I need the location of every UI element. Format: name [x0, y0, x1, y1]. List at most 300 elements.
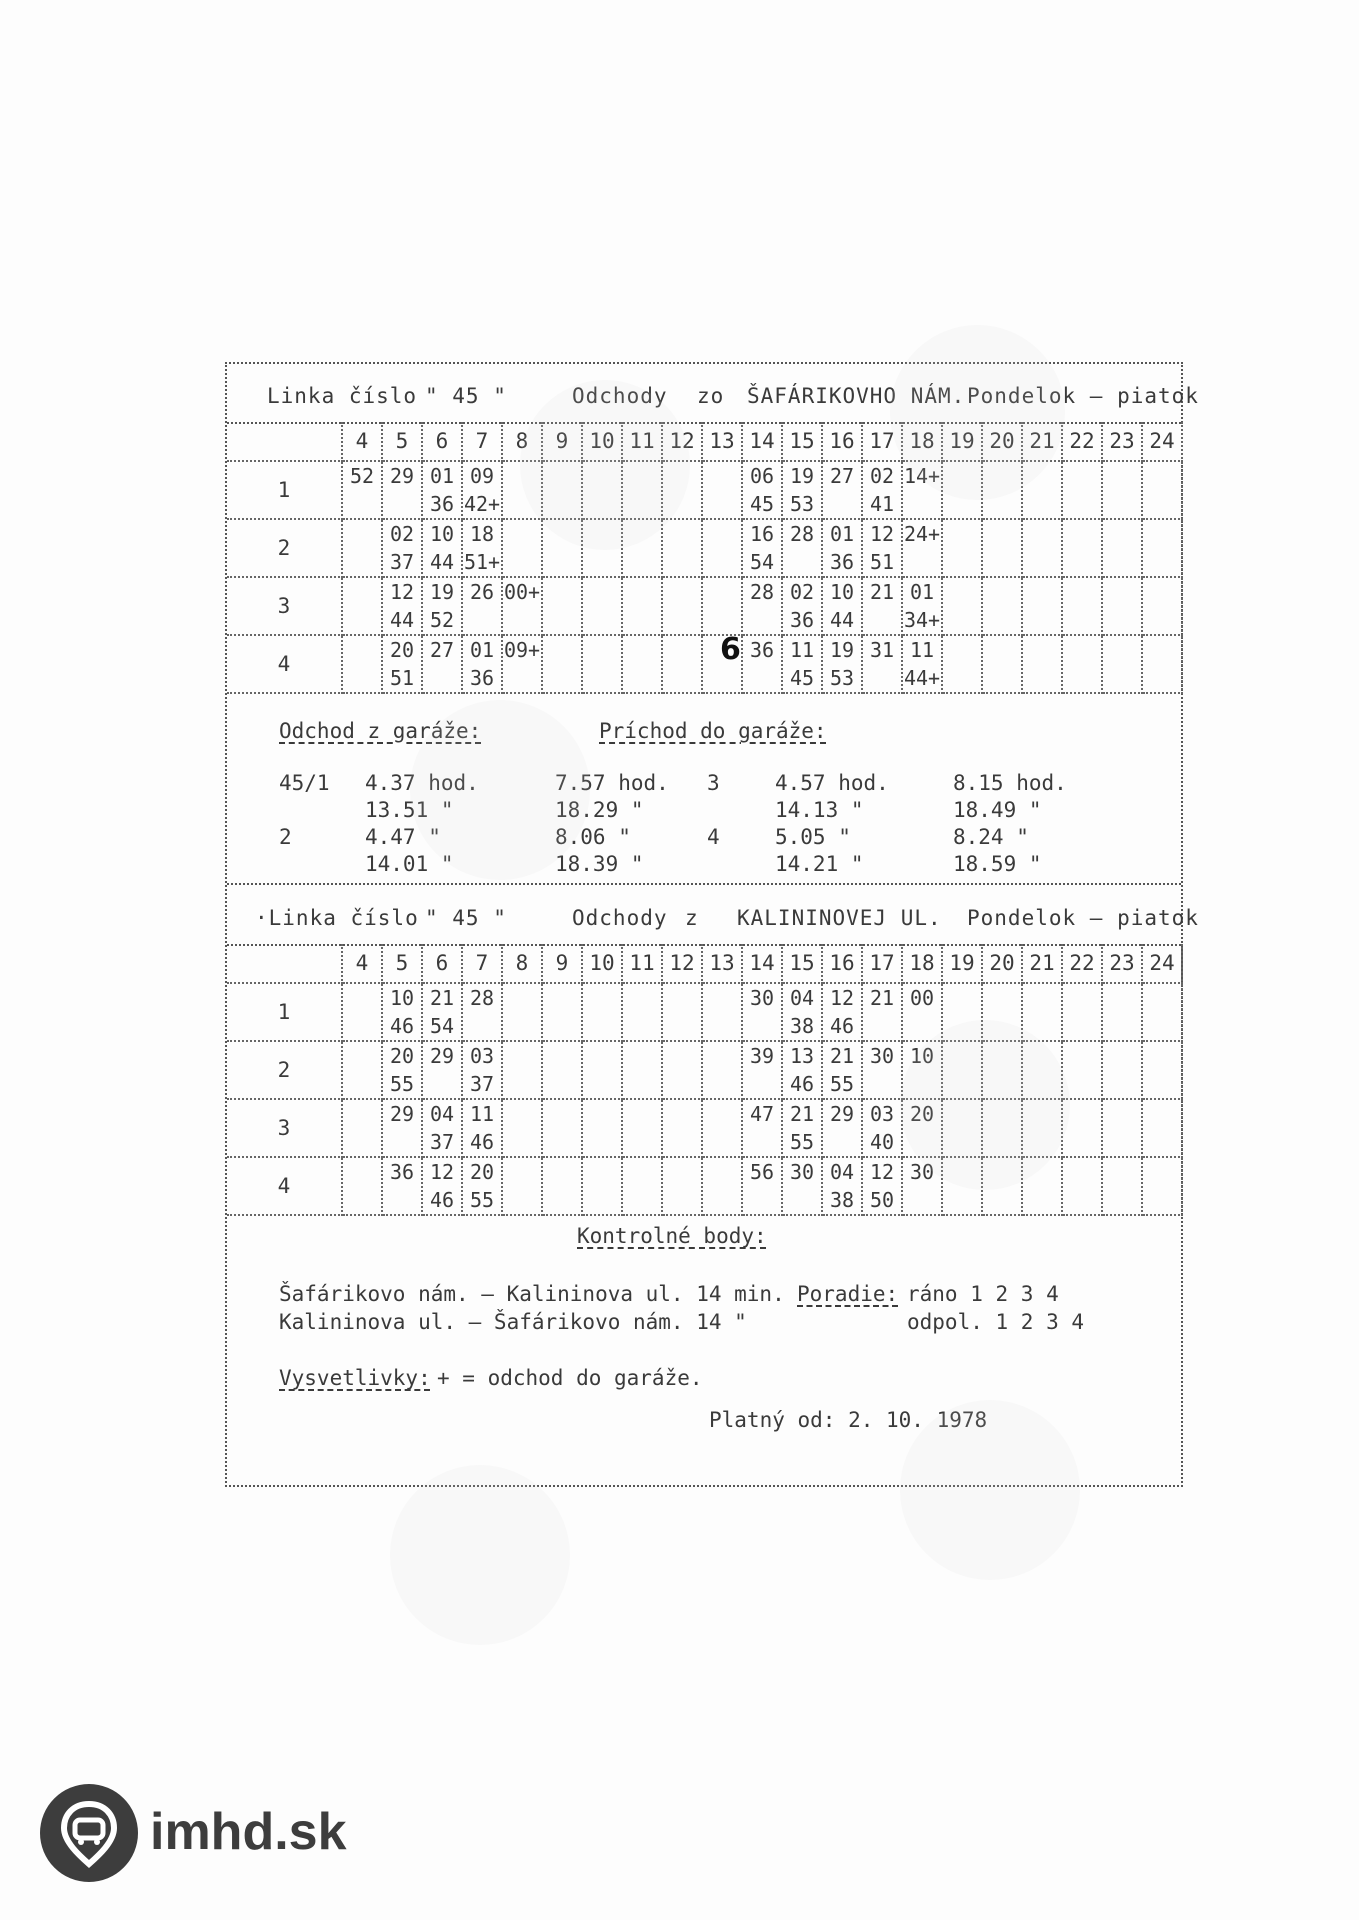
minute-cell	[662, 519, 702, 577]
minute-top	[1103, 578, 1141, 606]
hour-header: 10	[582, 422, 622, 461]
minute-top	[543, 1100, 581, 1128]
order-label: 2	[227, 1041, 342, 1099]
minute-top: 11	[909, 638, 935, 662]
hour-header: 13	[702, 422, 742, 461]
minute-bottom	[703, 490, 741, 518]
minute-bottom: 36	[829, 550, 855, 574]
minute-cell	[502, 577, 542, 635]
minute-bottom: 50	[869, 1188, 895, 1212]
minute-cell	[462, 1157, 502, 1215]
minute-top: 01	[429, 464, 455, 488]
minute-bottom	[1063, 1128, 1101, 1156]
minute-cell	[622, 1157, 662, 1215]
minute-top	[583, 578, 621, 606]
minute-top: 12	[429, 1160, 455, 1184]
minute-bottom	[863, 1012, 901, 1040]
minute-top	[1023, 636, 1061, 664]
minute-bottom	[423, 664, 461, 692]
minute-top	[1023, 520, 1061, 548]
minute-top: 30	[869, 1044, 895, 1068]
minute-cell	[542, 1099, 582, 1157]
minute-top	[343, 984, 381, 1012]
legend-label: Vysvetlivky:	[279, 1366, 431, 1390]
minute-bottom	[543, 1186, 581, 1214]
minute-bottom	[983, 548, 1021, 576]
minute-bottom	[1023, 606, 1061, 634]
minute-top: 36	[749, 638, 775, 662]
minute-cell	[742, 461, 782, 519]
minute-cell	[542, 635, 582, 693]
minute-top: 10	[389, 986, 415, 1010]
minute-cell	[822, 635, 862, 693]
minute-cell	[782, 1041, 822, 1099]
minute-bottom: 51	[869, 550, 895, 574]
minute-cell	[582, 577, 622, 635]
hour-header: 24	[1142, 422, 1182, 461]
minute-cell	[462, 635, 502, 693]
minute-top: 01	[829, 522, 855, 546]
minute-top	[703, 578, 741, 606]
minute-bottom	[623, 606, 661, 634]
section2-header	[227, 886, 1199, 946]
minute-cell	[1102, 461, 1142, 519]
minute-top	[503, 520, 541, 548]
minute-top: 02	[869, 464, 895, 488]
hour-header: 8	[502, 422, 542, 461]
hour-header: 10	[582, 944, 622, 983]
minute-top	[663, 520, 701, 548]
minute-top	[343, 1100, 381, 1128]
minute-bottom	[383, 1128, 421, 1156]
minute-top: 02	[789, 580, 815, 604]
minute-cell	[742, 983, 782, 1041]
logo-text: imhd.sk	[150, 1803, 347, 1861]
minute-bottom	[703, 1128, 741, 1156]
minute-top: 29	[429, 1044, 455, 1068]
minute-cell	[1142, 1157, 1182, 1215]
minute-bottom: 45	[749, 492, 775, 516]
hour-header: 15	[782, 422, 822, 461]
minute-top	[943, 578, 981, 606]
hour-header: 8	[502, 944, 542, 983]
minute-top	[543, 1158, 581, 1186]
garage-time: 2	[279, 825, 292, 849]
garage-time: 18.49 "	[953, 798, 1042, 822]
minute-bottom	[583, 606, 621, 634]
minute-bottom: 45	[789, 666, 815, 690]
minute-cell	[502, 1157, 542, 1215]
afternoon-order: odpol. 1 2 3 4	[907, 1310, 1085, 1334]
minute-bottom: 52	[429, 608, 455, 632]
minute-bottom	[663, 548, 701, 576]
minute-top: 10	[429, 522, 455, 546]
minute-bottom: 37	[469, 1072, 495, 1096]
minute-cell	[1062, 635, 1102, 693]
hour-header: 23	[1102, 422, 1142, 461]
minute-top: 09+	[503, 638, 541, 662]
garage-time: 13.51 "	[365, 798, 454, 822]
minute-bottom	[463, 1012, 501, 1040]
minute-bottom: 44	[829, 608, 855, 632]
hour-header: 17	[862, 944, 902, 983]
minute-top	[703, 1042, 741, 1070]
minute-top	[623, 1042, 661, 1070]
minute-top: 03	[469, 1044, 495, 1068]
hour-header: 22	[1062, 422, 1102, 461]
minute-top	[543, 1042, 581, 1070]
minute-top: 56	[749, 1160, 775, 1184]
minute-top	[1103, 1100, 1141, 1128]
hour-header: 21	[1022, 422, 1062, 461]
minute-bottom: 41	[869, 492, 895, 516]
minute-bottom	[703, 1012, 741, 1040]
minute-cell	[742, 519, 782, 577]
minute-cell	[982, 577, 1022, 635]
minute-bottom: 46	[429, 1188, 455, 1212]
minute-top	[703, 1158, 741, 1186]
minute-cell	[342, 1041, 382, 1099]
minute-cell	[822, 519, 862, 577]
minute-top	[1143, 520, 1181, 548]
minute-bottom	[823, 490, 861, 518]
minute-cell	[542, 983, 582, 1041]
minute-top	[663, 1042, 701, 1070]
minute-cell	[942, 519, 982, 577]
watermark-shape	[900, 1400, 1080, 1580]
garage-time: 14.01 "	[365, 852, 454, 876]
minute-top	[1143, 462, 1181, 490]
garage-time: 4.47 "	[365, 825, 441, 849]
minute-bottom	[1143, 1186, 1181, 1214]
minute-bottom	[1103, 490, 1141, 518]
minute-cell	[702, 983, 742, 1041]
minute-top: 21	[429, 986, 455, 1010]
minute-top	[1103, 636, 1141, 664]
minute-top: 12	[389, 580, 415, 604]
minute-bottom: 51+	[463, 550, 501, 574]
minute-cell	[382, 983, 422, 1041]
minute-bottom: 53	[789, 492, 815, 516]
minute-cell	[1102, 1157, 1142, 1215]
minute-bottom	[743, 606, 781, 634]
minute-cell	[702, 577, 742, 635]
minute-bottom	[1103, 548, 1141, 576]
minute-top: 12	[829, 986, 855, 1010]
minute-cell	[1142, 1041, 1182, 1099]
minute-cell	[462, 983, 502, 1041]
minute-bottom	[1063, 490, 1101, 518]
hour-header: 11	[622, 422, 662, 461]
minute-cell	[782, 519, 822, 577]
minute-bottom	[1143, 606, 1181, 634]
minute-bottom	[423, 1070, 461, 1098]
hour-header: 18	[902, 944, 942, 983]
minute-bottom	[663, 1186, 701, 1214]
minute-top	[663, 578, 701, 606]
minute-cell	[622, 1041, 662, 1099]
minute-cell	[422, 635, 462, 693]
minute-cell	[502, 519, 542, 577]
minute-cell	[622, 635, 662, 693]
minute-top	[543, 636, 581, 664]
minute-bottom	[343, 490, 381, 518]
minute-top	[583, 1042, 621, 1070]
minute-top: 20	[389, 1044, 415, 1068]
minute-bottom	[743, 1070, 781, 1098]
minute-top: 18	[469, 522, 495, 546]
hour-header: 18	[902, 422, 942, 461]
minute-bottom	[343, 664, 381, 692]
minute-bottom: 55	[469, 1188, 495, 1212]
minute-top: 20	[909, 1102, 935, 1126]
minute-bottom	[943, 1186, 981, 1214]
garage-time: 4	[707, 825, 720, 849]
minute-top: 36	[389, 1160, 415, 1184]
minute-bottom	[503, 548, 541, 576]
minute-top: 06	[749, 464, 775, 488]
minute-cell	[822, 1099, 862, 1157]
order-label: 1	[227, 461, 342, 519]
minute-top: 19	[789, 464, 815, 488]
minute-top	[703, 984, 741, 1012]
minute-bottom	[783, 548, 821, 576]
hour-header: 23	[1102, 944, 1142, 983]
garage-time: 5.05 "	[775, 825, 851, 849]
hour-header: 20	[982, 422, 1022, 461]
minute-bottom	[703, 1186, 741, 1214]
minute-top	[1143, 578, 1181, 606]
minute-top	[943, 520, 981, 548]
minute-top	[1143, 1158, 1181, 1186]
minute-top: 29	[389, 1102, 415, 1126]
minute-bottom	[703, 1070, 741, 1098]
order-label: 3	[227, 577, 342, 635]
minute-bottom	[1103, 606, 1141, 634]
hour-header: 13	[702, 944, 742, 983]
valid-from: Platný od: 2. 10. 1978	[709, 1408, 988, 1432]
minute-cell	[382, 519, 422, 577]
minute-bottom	[863, 1070, 901, 1098]
line-number: " 45 "	[425, 384, 507, 408]
minute-cell	[382, 1157, 422, 1215]
minute-top: 13	[789, 1044, 815, 1068]
minute-cell	[382, 1099, 422, 1157]
minute-top: 27	[429, 638, 455, 662]
garage-time: 8.06 "	[555, 825, 631, 849]
minute-cell	[342, 983, 382, 1041]
minute-cell	[1102, 635, 1142, 693]
minute-top	[623, 578, 661, 606]
minute-cell	[582, 1041, 622, 1099]
hour-header: 14	[742, 422, 782, 461]
minute-cell	[862, 519, 902, 577]
minute-cell	[902, 983, 942, 1041]
minute-cell	[942, 577, 982, 635]
minute-cell	[702, 1099, 742, 1157]
minute-cell	[462, 519, 502, 577]
minute-cell	[622, 577, 662, 635]
minute-bottom: 55	[829, 1072, 855, 1096]
minute-bottom	[1063, 606, 1101, 634]
minute-cell	[662, 1041, 702, 1099]
minute-bottom	[983, 664, 1021, 692]
minute-bottom	[703, 548, 741, 576]
hour-header: 5	[382, 944, 422, 983]
morning-order: ráno 1 2 3 4	[907, 1282, 1059, 1306]
stop-name: KALININOVEJ UL.	[737, 906, 942, 930]
minute-top: 28	[749, 580, 775, 604]
minute-bottom: 37	[429, 1130, 455, 1154]
minute-top: 14+	[903, 464, 941, 488]
minute-cell	[342, 519, 382, 577]
minute-cell	[1062, 461, 1102, 519]
minute-top	[1143, 1042, 1181, 1070]
minute-top: 19	[829, 638, 855, 662]
minute-top: 52	[349, 464, 375, 488]
handwritten-mark: 6	[720, 632, 741, 667]
hour-header: 7	[462, 422, 502, 461]
minute-cell	[702, 1041, 742, 1099]
control-line-2: Kalininova ul. – Šafárikovo nám. 14 "	[279, 1310, 747, 1334]
minute-bottom	[1063, 664, 1101, 692]
minute-cell	[782, 983, 822, 1041]
minute-bottom	[743, 1186, 781, 1214]
garage-time: 7.57 hod.	[555, 771, 669, 795]
minute-top: 12	[869, 1160, 895, 1184]
minute-top	[623, 984, 661, 1012]
minute-top: 04	[829, 1160, 855, 1184]
minute-bottom	[1023, 490, 1061, 518]
minute-bottom	[383, 1186, 421, 1214]
minute-cell	[422, 461, 462, 519]
minute-bottom	[1063, 548, 1101, 576]
minute-cell	[702, 1157, 742, 1215]
minute-cell	[582, 635, 622, 693]
minute-bottom: 37	[389, 550, 415, 574]
watermark-shape	[520, 380, 690, 550]
minute-bottom	[903, 1186, 941, 1214]
control-title: Kontrolné body:	[577, 1224, 767, 1248]
minute-bottom	[1143, 1128, 1181, 1156]
minute-bottom	[503, 1070, 541, 1098]
minute-top	[983, 578, 1021, 606]
minute-bottom	[1143, 1012, 1181, 1040]
minute-bottom	[623, 548, 661, 576]
minute-cell	[782, 635, 822, 693]
minute-cell	[1102, 983, 1142, 1041]
minute-top	[583, 636, 621, 664]
minute-cell	[342, 1157, 382, 1215]
minute-top	[943, 984, 981, 1012]
minute-cell	[342, 1099, 382, 1157]
minute-cell	[902, 577, 942, 635]
hour-header: 12	[662, 422, 702, 461]
departures-label: Odchody	[572, 384, 668, 408]
minute-top	[343, 520, 381, 548]
minute-cell	[862, 983, 902, 1041]
minute-top	[663, 1158, 701, 1186]
minute-top	[503, 1042, 541, 1070]
minute-bottom	[1063, 1186, 1101, 1214]
garage-time: 14.13 "	[775, 798, 864, 822]
minute-cell	[742, 1041, 782, 1099]
minute-cell	[422, 1041, 462, 1099]
garage-arrival-title: Príchod do garáže:	[599, 719, 827, 743]
minute-top: 11	[469, 1102, 495, 1126]
minute-cell	[622, 983, 662, 1041]
minute-bottom	[343, 1128, 381, 1156]
minute-bottom: 55	[389, 1072, 415, 1096]
minute-top	[1063, 636, 1101, 664]
minute-top: 03	[869, 1102, 895, 1126]
minute-bottom	[1103, 1070, 1141, 1098]
minute-cell	[342, 635, 382, 693]
minute-top	[1023, 984, 1061, 1012]
minute-top	[983, 984, 1021, 1012]
garage-time: 14.21 "	[775, 852, 864, 876]
order-row	[227, 577, 1182, 635]
minute-cell	[982, 635, 1022, 693]
minute-top	[1143, 984, 1181, 1012]
minute-bottom: 44	[429, 550, 455, 574]
minute-cell	[1022, 635, 1062, 693]
separator	[227, 883, 1181, 885]
minute-cell	[1062, 983, 1102, 1041]
hour-header: 4	[342, 422, 382, 461]
order-label: 4	[227, 1157, 342, 1215]
minute-cell	[462, 577, 502, 635]
minute-bottom: 42+	[463, 492, 501, 516]
line-label: ·Linka číslo	[255, 906, 419, 930]
minute-top	[943, 636, 981, 664]
minute-top	[503, 1158, 541, 1186]
minute-top	[343, 636, 381, 664]
minute-cell	[662, 1099, 702, 1157]
minute-cell	[822, 577, 862, 635]
minute-bottom	[623, 1070, 661, 1098]
garage-time: 3	[707, 771, 720, 795]
minute-top: 10	[909, 1044, 935, 1068]
minute-top: 29	[389, 464, 415, 488]
minute-top	[703, 520, 741, 548]
minute-top	[1143, 636, 1181, 664]
minute-bottom	[743, 664, 781, 692]
minute-cell	[942, 635, 982, 693]
minute-bottom	[463, 606, 501, 634]
poradie-label: Poradie:	[797, 1282, 899, 1306]
minute-bottom	[783, 1186, 821, 1214]
minute-bottom	[943, 664, 981, 692]
from-label: zo	[697, 384, 725, 408]
minute-bottom: 46	[469, 1130, 495, 1154]
minute-bottom: 53	[829, 666, 855, 690]
hour-header: 24	[1142, 944, 1182, 983]
minute-bottom	[583, 1128, 621, 1156]
minute-cell	[502, 1041, 542, 1099]
minute-cell	[902, 635, 942, 693]
minute-bottom	[1103, 1012, 1141, 1040]
minute-top: 21	[829, 1044, 855, 1068]
minute-top	[583, 1158, 621, 1186]
hour-header: 19	[942, 944, 982, 983]
minute-cell	[582, 1099, 622, 1157]
hour-header: 17	[862, 422, 902, 461]
minute-bottom	[863, 664, 901, 692]
minute-bottom	[743, 1128, 781, 1156]
minute-top	[543, 984, 581, 1012]
minute-top: 11	[789, 638, 815, 662]
